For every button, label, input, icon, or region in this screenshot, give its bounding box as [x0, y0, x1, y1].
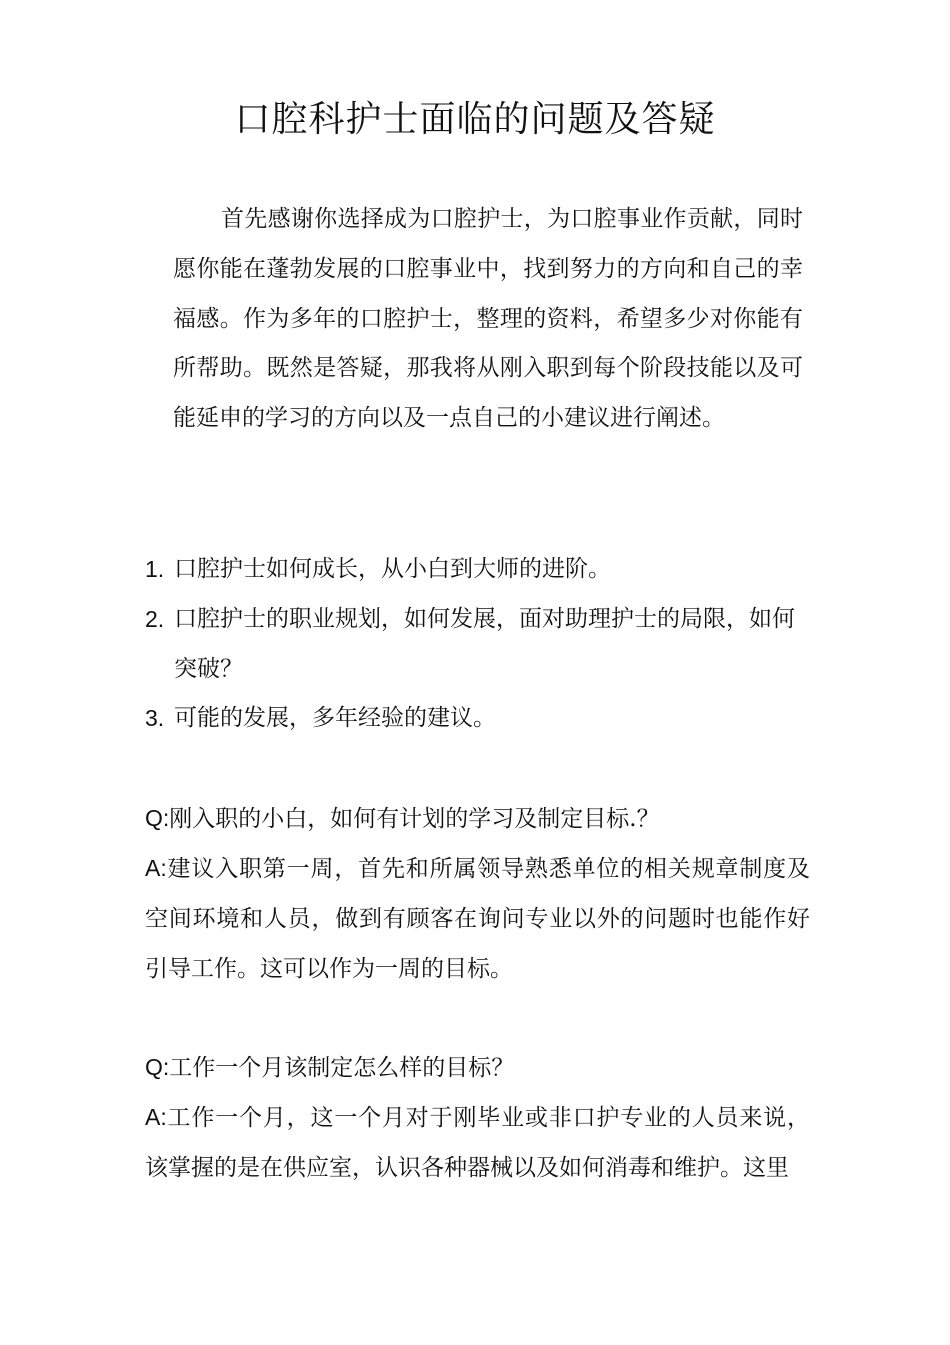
intro-paragraph: 首先感谢你选择成为口腔护士，为口腔事业作贡献，同时愿你能在蓬勃发展的口腔事业中，找到努力的方向和自己的幸福感。作为多年的口腔护士，整理的资料，希望多少对你能有所帮助。既然是答疑，那我将从刚入职到每个阶段技能以及可能延申的学习的方向以及一点自己的小建议进行阐述。 — [173, 206, 803, 432]
question-prefix: Q: — [145, 1054, 170, 1080]
list-item-text: 口腔护士的职业规划，如何发展，面对助理护士的局限，如何突破？ — [174, 605, 795, 682]
list-item-number: 3. — [145, 705, 165, 732]
list-item — [145, 595, 810, 695]
answer-prefix: A: — [145, 855, 167, 881]
list-item-text: 可能的发展，多年经验的建议。 — [174, 705, 496, 732]
outline-list — [145, 545, 810, 744]
question-1 — [145, 794, 810, 845]
answer-text: 工作一个月，这一个月对于刚毕业或非口护专业的人员来说，该掌握的是在供应室，认识各种器械以及如何消毒和维护。这里 — [145, 1105, 810, 1181]
list-item-number: 2. — [145, 605, 165, 632]
page-title: 口腔科护士面临的问题及答疑 — [234, 99, 716, 140]
question-text: 刚入职的小白，如何有计划的学习及制定目标.？ — [169, 806, 660, 832]
question-text: 工作一个月该制定怎么样的目标？ — [169, 1055, 515, 1081]
list-item-number: 1. — [145, 556, 165, 582]
list-item — [145, 694, 810, 744]
answer-prefix: A: — [145, 1104, 167, 1130]
question-2 — [145, 1043, 810, 1094]
list-item-text: 口腔护士如何成长，从小白到大师的进阶。 — [174, 556, 611, 582]
question-prefix: Q: — [145, 805, 170, 831]
answer-text: 建议入职第一周，首先和所属领导熟悉单位的相关规章制度及空间环境和人员，做到有顾客在询问专业以外的问题时也能作好引导工作。这可以作为一周的目标。 — [145, 856, 810, 982]
answer-2 — [145, 1093, 810, 1194]
answer-1 — [145, 844, 810, 994]
list-item — [145, 545, 810, 595]
